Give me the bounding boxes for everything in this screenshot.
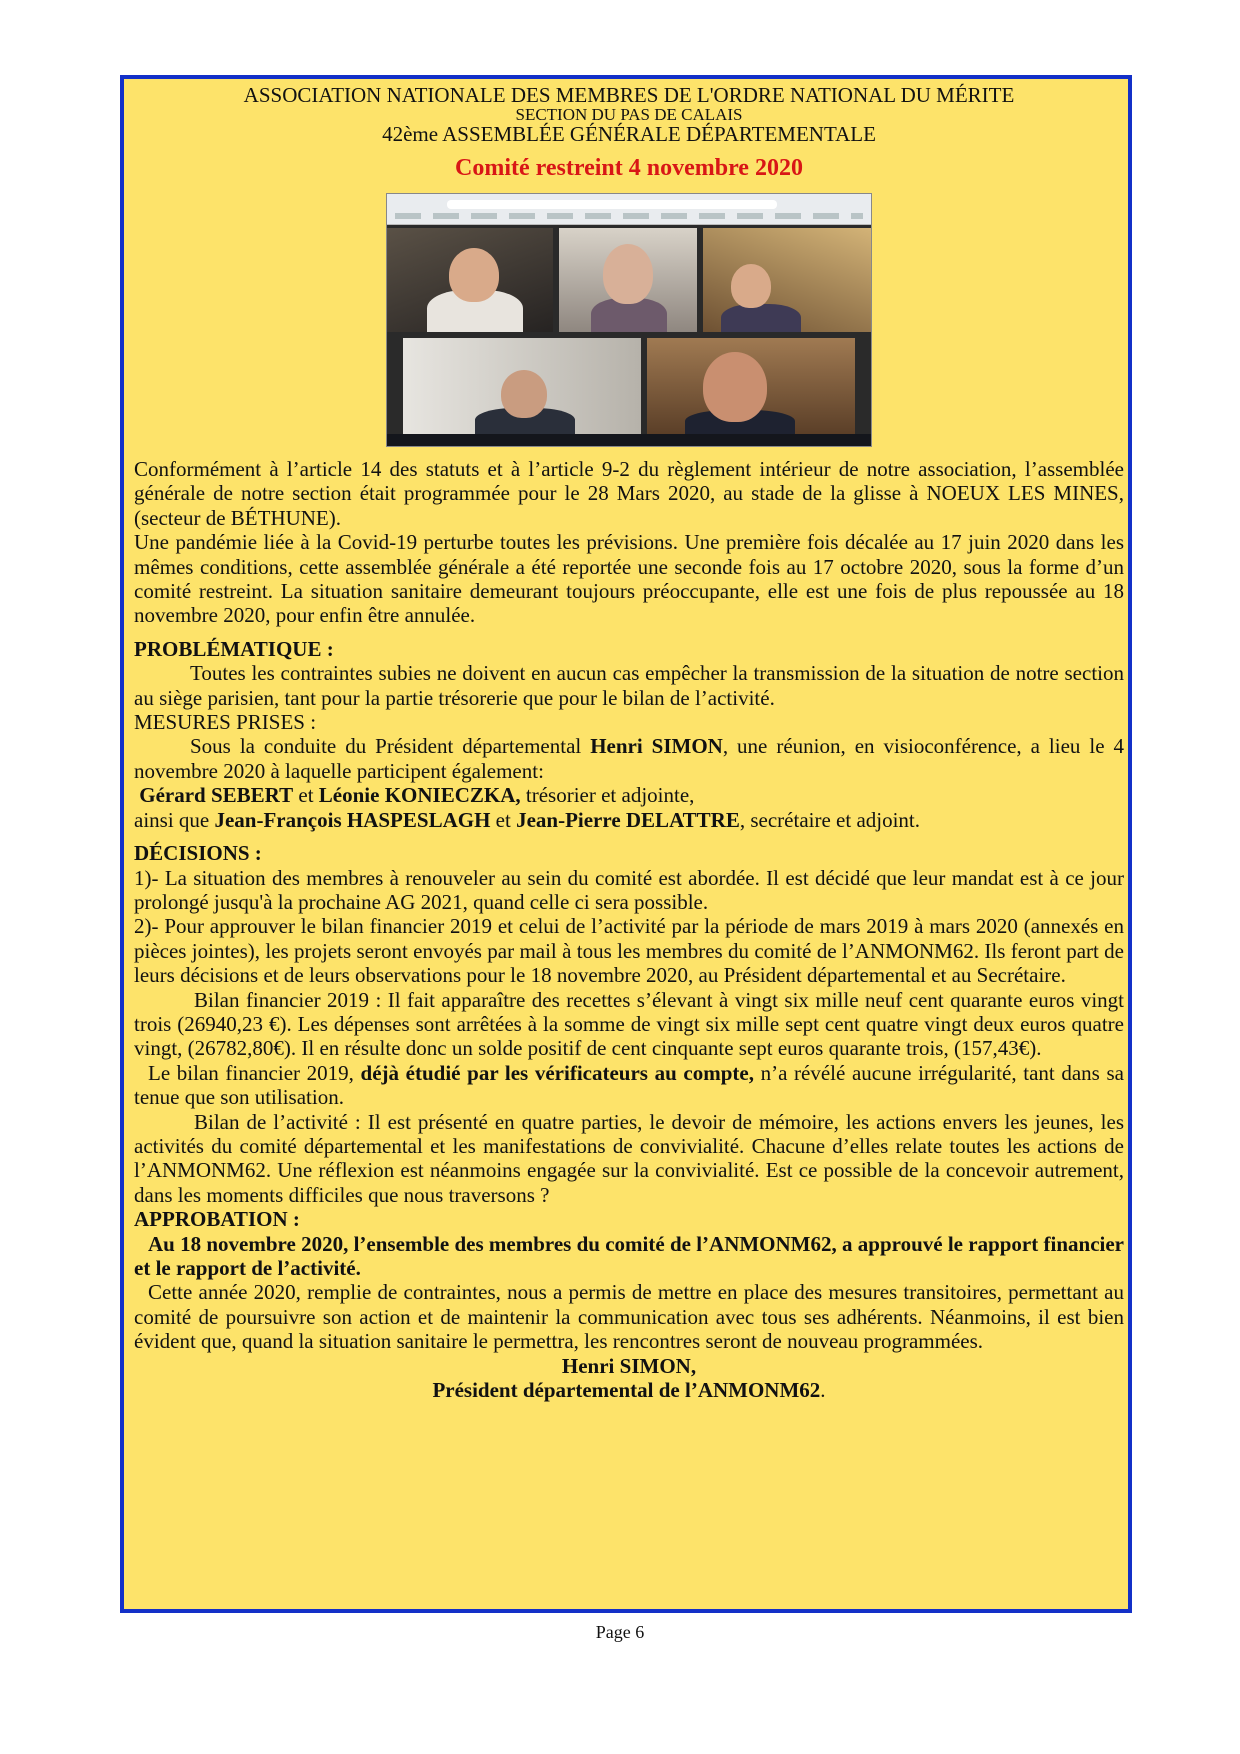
- approbation-heading: APPROBATION :: [134, 1207, 300, 1232]
- participant-tile: [387, 228, 553, 332]
- browser-bookmarks-bar: [395, 213, 863, 219]
- intro-paragraph: Conformément à l’article 14 des statuts et à l’article 9-2 du règlement intérieur de notre association, l’assemblée générale de notre section était programmée pour le 28 Mars 2020, au stade de la glisse à NOEUX LES MINES, (secteur de BÉTHUNE).: [134, 457, 1124, 530]
- participants-line: Gérard SEBERT et Léonie KONIECZKA, trésorier et adjointe,: [139, 783, 695, 808]
- participant-tile: [703, 228, 871, 332]
- browser-address-bar: [447, 200, 777, 209]
- section-title: SECTION DU PAS DE CALAIS: [515, 105, 743, 124]
- decision-item: 1)- La situation des membres à renouveler au sein du comité est abordée. Il est décidé que leur mandat est à ce jour prolongé jusqu'à la prochaine AG 2021, quand celle ci sera possible.: [134, 865, 1124, 914]
- approbation-paragraph: Cette année 2020, remplie de contraintes, nous a permis de mettre en place des mesures transitoires, permettant au comité de poursuivre son action et de maintenir la communication avec tous ses adhérents. Néanmoins, il est bien évident que, quand la situation sanitaire le permettra, les rencontres seront de nouveau programmées.: [134, 1280, 1124, 1354]
- page-number: Page 6: [595, 1622, 645, 1642]
- page-frame: [120, 75, 1132, 1613]
- association-title: ASSOCIATION NATIONALE DES MEMBRES DE L'ORDRE NATIONAL DU MÉRITE: [243, 83, 1015, 107]
- participants-line: ainsi que Jean-François HASPESLAGH et Jean-Pierre DELATTRE, secrétaire et adjoint.: [134, 807, 921, 832]
- signature-title: Président départemental de l’ANMONM62.: [432, 1378, 826, 1403]
- bilan-financier-paragraph: Bilan financier 2019 : Il fait apparaître des recettes s’élevant à vingt six mille neuf cent quarante euros vingt trois (26940,23 €). Les dépenses sont arrêtées à la somme de vingt six mille sept cent quatre vingt deux euros quatre vingt, (26782,80€). Il en résulte donc un solde positif de cent cinquante sept euros quarante trois, (157,43€).: [134, 987, 1124, 1061]
- mesures-paragraph: Sous la conduite du Président départemental Henri SIMON, une réunion, en visioconférence, a lieu le 4 novembre 2020 à laquelle participent également:: [134, 734, 1124, 783]
- problematique-paragraph: Toutes les contraintes subies ne doivent en aucun cas empêcher la transmission de la situation de notre section au siège parisien, tant pour la partie trésorerie que pour le bilan de l’activité.: [134, 661, 1124, 710]
- content: [134, 85, 1124, 1402]
- browser-toolbar: [387, 194, 871, 225]
- intro-paragraph: Une pandémie liée à la Covid-19 perturbe toutes les prévisions. Une première fois décalée au 17 juin 2020 dans les mêmes conditions, cette assemblée générale a été reportée une seconde fois au 17 octobre 2020, sous la forme d’un comité restreint. La situation sanitaire demeurant toujours préoccupante, elle est une fois de plus repoussée au 18 novembre 2020, pour enfin être annulée.: [134, 530, 1124, 628]
- mesures-heading: MESURES PRISES :: [134, 710, 317, 735]
- meeting-subtitle: Comité restreint 4 novembre 2020: [455, 155, 803, 181]
- participant-tile: [559, 228, 697, 332]
- signature-name: Henri SIMON,: [561, 1353, 697, 1378]
- windows-taskbar: [387, 434, 871, 446]
- bilan-activite-paragraph: Bilan de l’activité : Il est présenté en quatre parties, le devoir de mémoire, les actions envers les jeunes, les activités du comité départemental et les manifestations de convivialité. Chacune d’elles relate toutes les actions de l’ANMONM62. Une réflexion est néanmoins engagée sur la convivialité. Est ce possible de la concevoir autrement, dans les moments difficiles que nous traversons ?: [134, 1109, 1124, 1207]
- participant-tile: [403, 338, 641, 434]
- decisions-heading: DÉCISIONS :: [134, 841, 262, 866]
- bilan-verification-paragraph: Le bilan financier 2019, déjà étudié par les vérificateurs au compte, n’a révélé aucune irrégularité, tant dans sa tenue que son utilisation.: [134, 1060, 1124, 1110]
- videoconference-photo: [386, 193, 872, 447]
- participant-tile: [647, 338, 855, 434]
- assembly-title: 42ème ASSEMBLÉE GÉNÉRALE DÉPARTEMENTALE: [382, 122, 876, 146]
- approbation-statement: Au 18 novembre 2020, l’ensemble des membres du comité de l’ANMONM62, a approuvé le rapport financier et le rapport de l’activité.: [134, 1231, 1124, 1280]
- decision-item: 2)- Pour approuver le bilan financier 2019 et celui de l’activité par la période de mars 2019 à mars 2020 (annexés en pièces jointes), les projets seront envoyés par mail à tous les membres du comité de l’ANMONM62. Ils feront part de leurs décisions et de leurs observations pour le 18 novembre 2020, au Président départemental et au Secrétaire.: [134, 914, 1124, 988]
- president-name: Henri SIMON: [590, 734, 723, 759]
- body-text: [134, 457, 1124, 1402]
- problematique-heading: PROBLÉMATIQUE :: [134, 636, 334, 661]
